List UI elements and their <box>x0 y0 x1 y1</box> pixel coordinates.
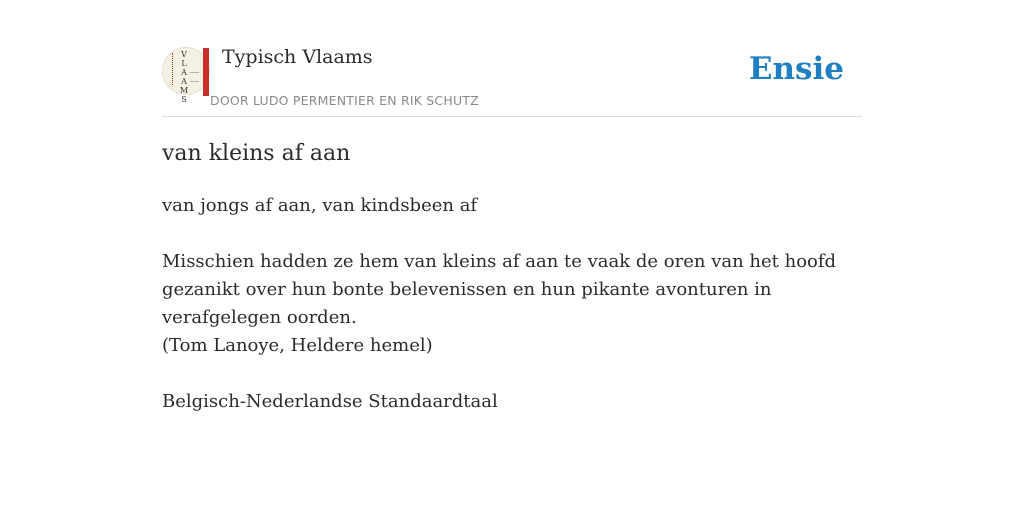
logo-letters: V L A A M S <box>179 50 189 104</box>
logo-red-stripe <box>203 48 209 96</box>
entry-term: van kleins af aan <box>162 141 351 166</box>
example-quote: Misschien hadden ze hem van kleins af aan te vaak de oren van het hoofd gezanikt over hun bonte belevenissen en hun pikante avonturen in verafgelegen oorden. <box>162 251 837 328</box>
entry-register: Belgisch-Nederlandse Standaardtaal <box>162 391 498 412</box>
byline: DOOR LUDO PERMENTIER EN RIK SCHUTZ <box>210 93 479 108</box>
entry-example <box>162 248 862 360</box>
example-source: (Tom Lanoye, Heldere hemel) <box>162 335 433 356</box>
logo-text-lines <box>190 72 199 82</box>
site-title-link[interactable]: Typisch Vlaams <box>222 46 373 68</box>
site-logo-icon[interactable] <box>162 47 210 104</box>
entry-content <box>162 136 862 416</box>
page-header <box>162 40 862 117</box>
ensie-brand-link[interactable]: Ensie <box>748 51 844 87</box>
entry-synonyms: van jongs af aan, van kindsbeen af <box>162 195 478 216</box>
logo-red-dots <box>172 53 176 85</box>
